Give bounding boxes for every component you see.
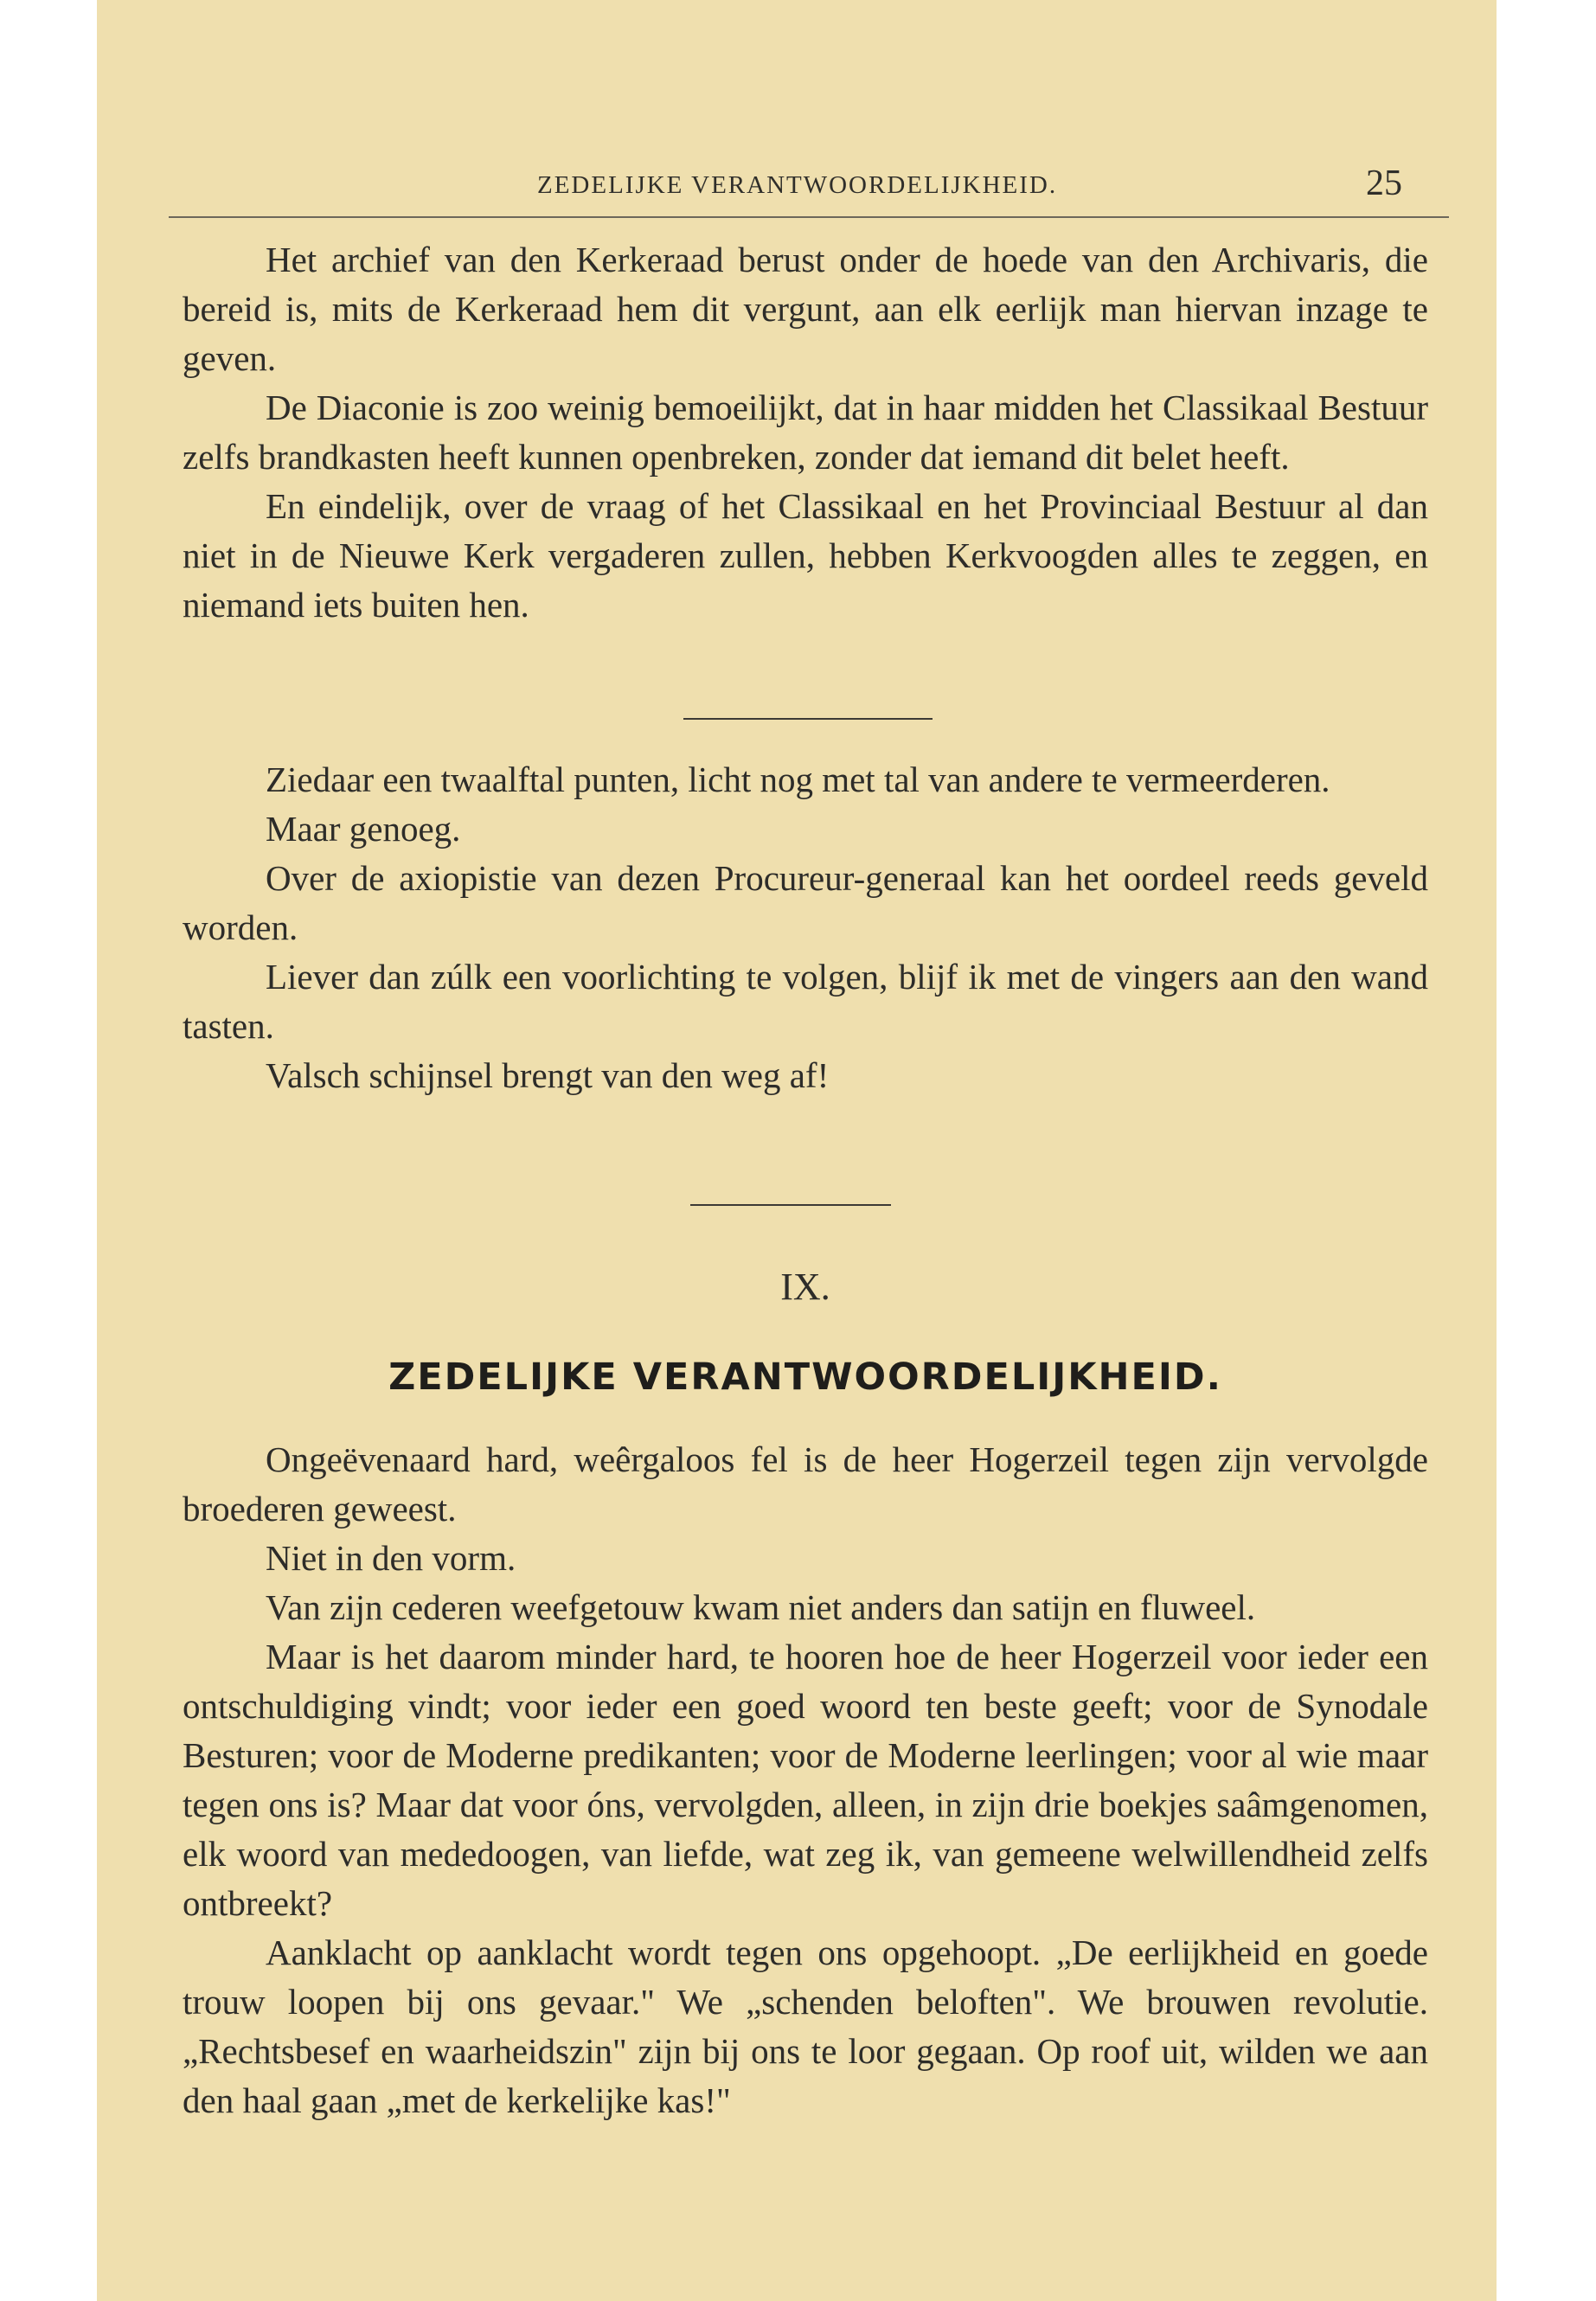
chapter-title: ZEDELIJKE VERANTWOORDELIJKHEID. xyxy=(388,1356,1222,1399)
paragraph: Aanklacht op aanklacht wordt tegen ons opgehoopt. „De eerlijkheid en goede trouw loopen bij ons gevaar." We „schenden beloften". We brouwen revolutie. „Rechtsbesef en waarheidszin" zijn bij ons te loor gegaan. Op roof uit, wilden we aan den haal gaan „met de kerkelijke kas!" xyxy=(183,1932,1428,2120)
paragraph: Ziedaar een twaalftal punten, licht nog met tal van andere te vermeerderen. xyxy=(266,760,1330,799)
section-a xyxy=(183,235,1428,630)
paragraph: En eindelijk, over de vraag of het Classikaal en het Provinciaal Bestuur al dan niet in de Nieuwe Kerk vergaderen zullen, hebben Kerkvoogden alles te zeggen, en niemand iets buiten hen. xyxy=(183,486,1428,625)
paragraph: Valsch schijnsel brengt van den weg af! xyxy=(266,1055,830,1095)
paragraph: Van zijn cederen weefgetouw kwam niet anders dan satijn en fluweel. xyxy=(266,1587,1256,1627)
paragraph: Over de axiopistie van dezen Procureur-generaal kan het oordeel reeds geveld worden. xyxy=(183,858,1428,947)
section-divider xyxy=(690,1204,891,1206)
paragraph: De Diaconie is zoo weinig bemoeilijkt, dat in haar midden het Classikaal Bestuur zelfs brandkasten heeft kunnen openbreken, zonder dat iemand dit belet heeft. xyxy=(183,388,1428,477)
paragraph: Maar genoeg. xyxy=(266,809,461,849)
section-c xyxy=(183,1435,1428,2125)
page-number: 25 xyxy=(1366,163,1402,203)
paragraph: Ongeëvenaard hard, weêrgaloos fel is de heer Hogerzeil tegen zijn vervolgde broederen geweest. xyxy=(183,1439,1428,1529)
paragraph: Liever dan zúlk een voorlichting te volgen, blijf ik met de vingers aan den wand tasten. xyxy=(183,957,1428,1046)
paragraph: Niet in den vorm. xyxy=(266,1538,516,1578)
header-rule xyxy=(169,216,1449,218)
running-title: ZEDELIJKE VERANTWOORDELIJKHEID. xyxy=(537,171,1058,199)
section-b xyxy=(183,755,1428,1100)
page-margin xyxy=(1497,0,1596,2301)
section-divider xyxy=(683,718,933,720)
chapter-number: IX. xyxy=(780,1266,830,1308)
paragraph: Maar is het daarom minder hard, te hooren hoe de heer Hogerzeil voor ieder een ontschuldiging vindt; voor ieder een goed woord ten beste geeft; voor de Synodale Besturen; voor de Moderne predikanten; voor de Moderne leerlingen; voor al wie maar tegen ons is? Maar dat voor óns, vervolgden, alleen, in zijn drie boekjes saâmgenomen, elk woord van mededoogen, van liefde, wat zeg ik, van gemeene welwillendheid zelfs ontbreekt? xyxy=(183,1637,1428,1923)
paragraph: Het archief van den Kerkeraad berust onder de hoede van den Archivaris, die bereid is, mits de Kerkeraad hem dit vergunt, aan elk eerlijk man hiervan inzage te geven. xyxy=(183,240,1428,378)
page-header xyxy=(183,163,1428,215)
